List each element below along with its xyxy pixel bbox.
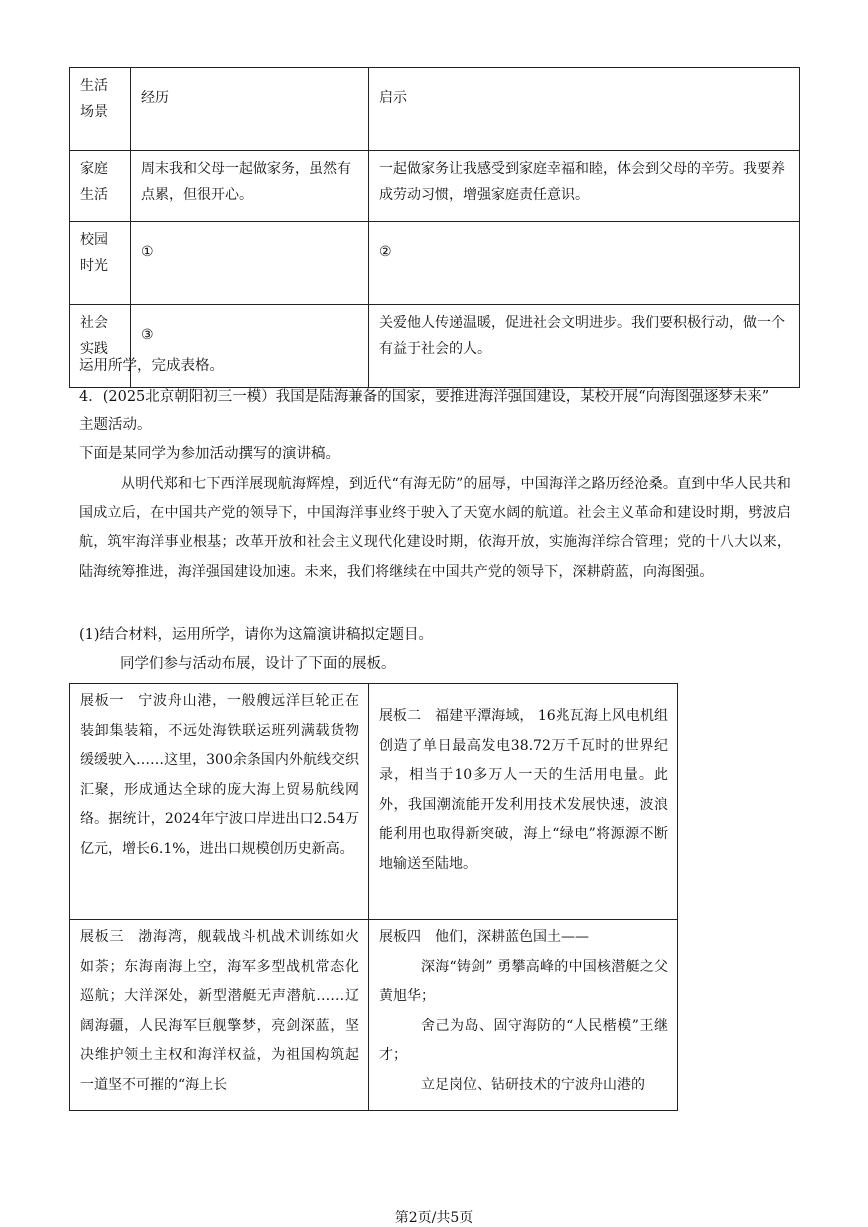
board-4	[369, 920, 678, 1111]
scene-cell: 校园时光	[70, 222, 131, 305]
table-row	[70, 920, 678, 1111]
insight-cell: ②	[369, 222, 800, 305]
board-line: 深海“铸剑” 勇攀高峰的中国核潜艇之父黄旭华；	[379, 958, 668, 1004]
board-label: 展板三	[80, 929, 125, 945]
board-text: 宁波舟山港，一般艘远洋巨轮正在装卸集装箱，不远处海铁联运班列满载货物缓缓驶入……这里，300余条国内外航线交织汇聚，形成通达全球的庞大海上贸易航线网络。据统计，2024年宁波口岸进出口2.54万亿元，增长6.1%，进出口规模创历史新高。	[80, 693, 360, 857]
speech-text: 从明代郑和七下西洋展现航海辉煌，到近代“有海无防”的屈辱，中国海洋之路历经沧桑。直到中华人民共和国成立后，在中国共产党的领导下，中国海洋事业终于驶入了天宽水阔的航道。社会主义革命和建设时期，劈波启航，筑牢海洋事业根基；改革开放和社会主义现代化建设时期，依海开放，实施海洋综合管理；党的十八大以来，陆海统筹推进，海洋强国建设加速。未来，我们将继续在中国共产党的领导下，深耕蔚蓝，向海图强。	[79, 476, 791, 580]
board-line: 立足岗位、钻研技术的宁波舟山港的	[421, 1076, 645, 1093]
insight-cell: 关爱他人传递温暖，促进社会文明进步。我们要积极行动，做一个有益于社会的人。	[369, 305, 800, 388]
table-row	[70, 222, 800, 305]
scene-experience-table	[69, 67, 800, 388]
board-1	[70, 684, 369, 920]
table-header-cell: 经历	[131, 68, 369, 151]
table-header-cell: 生活场景	[70, 68, 131, 151]
experience-cell: 周末我和父母一起做家务，虽然有点累，但很开心。	[131, 151, 369, 222]
boards-lead: 同学们参与活动布展，设计了下面的展板。	[120, 656, 396, 672]
table-row	[70, 151, 800, 222]
display-boards-table	[69, 683, 678, 1111]
insight-cell: 一起做家务让我感受到家庭幸福和睦，体会到父母的辛劳。我要养成劳动习惯，增强家庭责任意识。	[369, 151, 800, 222]
scene-cell: 社会实践	[70, 305, 131, 388]
board-3	[70, 920, 369, 1111]
board-2	[369, 684, 678, 920]
board-line: 舍己为岛、固守海防的“人民楷模”王继才；	[379, 1017, 668, 1063]
table-header-cell: 启示	[369, 68, 800, 151]
scene-cell: 家庭生活	[70, 151, 131, 222]
board-label: 展板二	[379, 708, 422, 724]
table-row	[70, 684, 678, 920]
question-4-intro: 4．(2025北京朝阳初三一模）我国是陆海兼备的国家，要推进海洋强国建设，某校开展“向海图强逐梦未来”	[79, 389, 770, 405]
board-label: 展板一	[80, 693, 125, 709]
board-label: 展板四	[379, 929, 421, 945]
speech-lead: 下面是某同学为参加活动撰写的演讲稿。	[79, 446, 340, 462]
table-instruction: 运用所学，完成表格。	[79, 358, 224, 374]
board-heading: 他们，深耕蓝色国土——	[435, 929, 589, 945]
board-text: 福建平潭海域， 16兆瓦海上风电机组创造了单日最高发电38.72万千瓦时的世界纪录，相当于10多万人一天的生活用电量。此外，我国潮流能开发利用技术发展快速，波浪能利用也取得新突破，海上“绿电”将源源不断地输送至陆地。	[379, 708, 669, 872]
page-footer: 第2页/共5页	[394, 1210, 474, 1226]
experience-cell: ①	[131, 222, 369, 305]
experience-cell: ③	[131, 305, 369, 388]
sub-question-1: (1)结合材料，运用所学，请你为这篇演讲稿拟定题目。	[79, 627, 434, 643]
board-text: 渤海湾，舰载战斗机战术训练如火如荼；东海南海上空，海军多型战机常态化巡航；大洋深处，新型潜艇无声潜航……辽阔海疆，人民海军巨舰擎梦，亮剑深蓝，坚决维护领土主权和海洋权益，为祖国构筑起一道坚不可摧的“海上长	[80, 929, 360, 1093]
table-header-row	[70, 68, 800, 151]
question-4-intro-cont: 主题活动。	[79, 417, 152, 433]
